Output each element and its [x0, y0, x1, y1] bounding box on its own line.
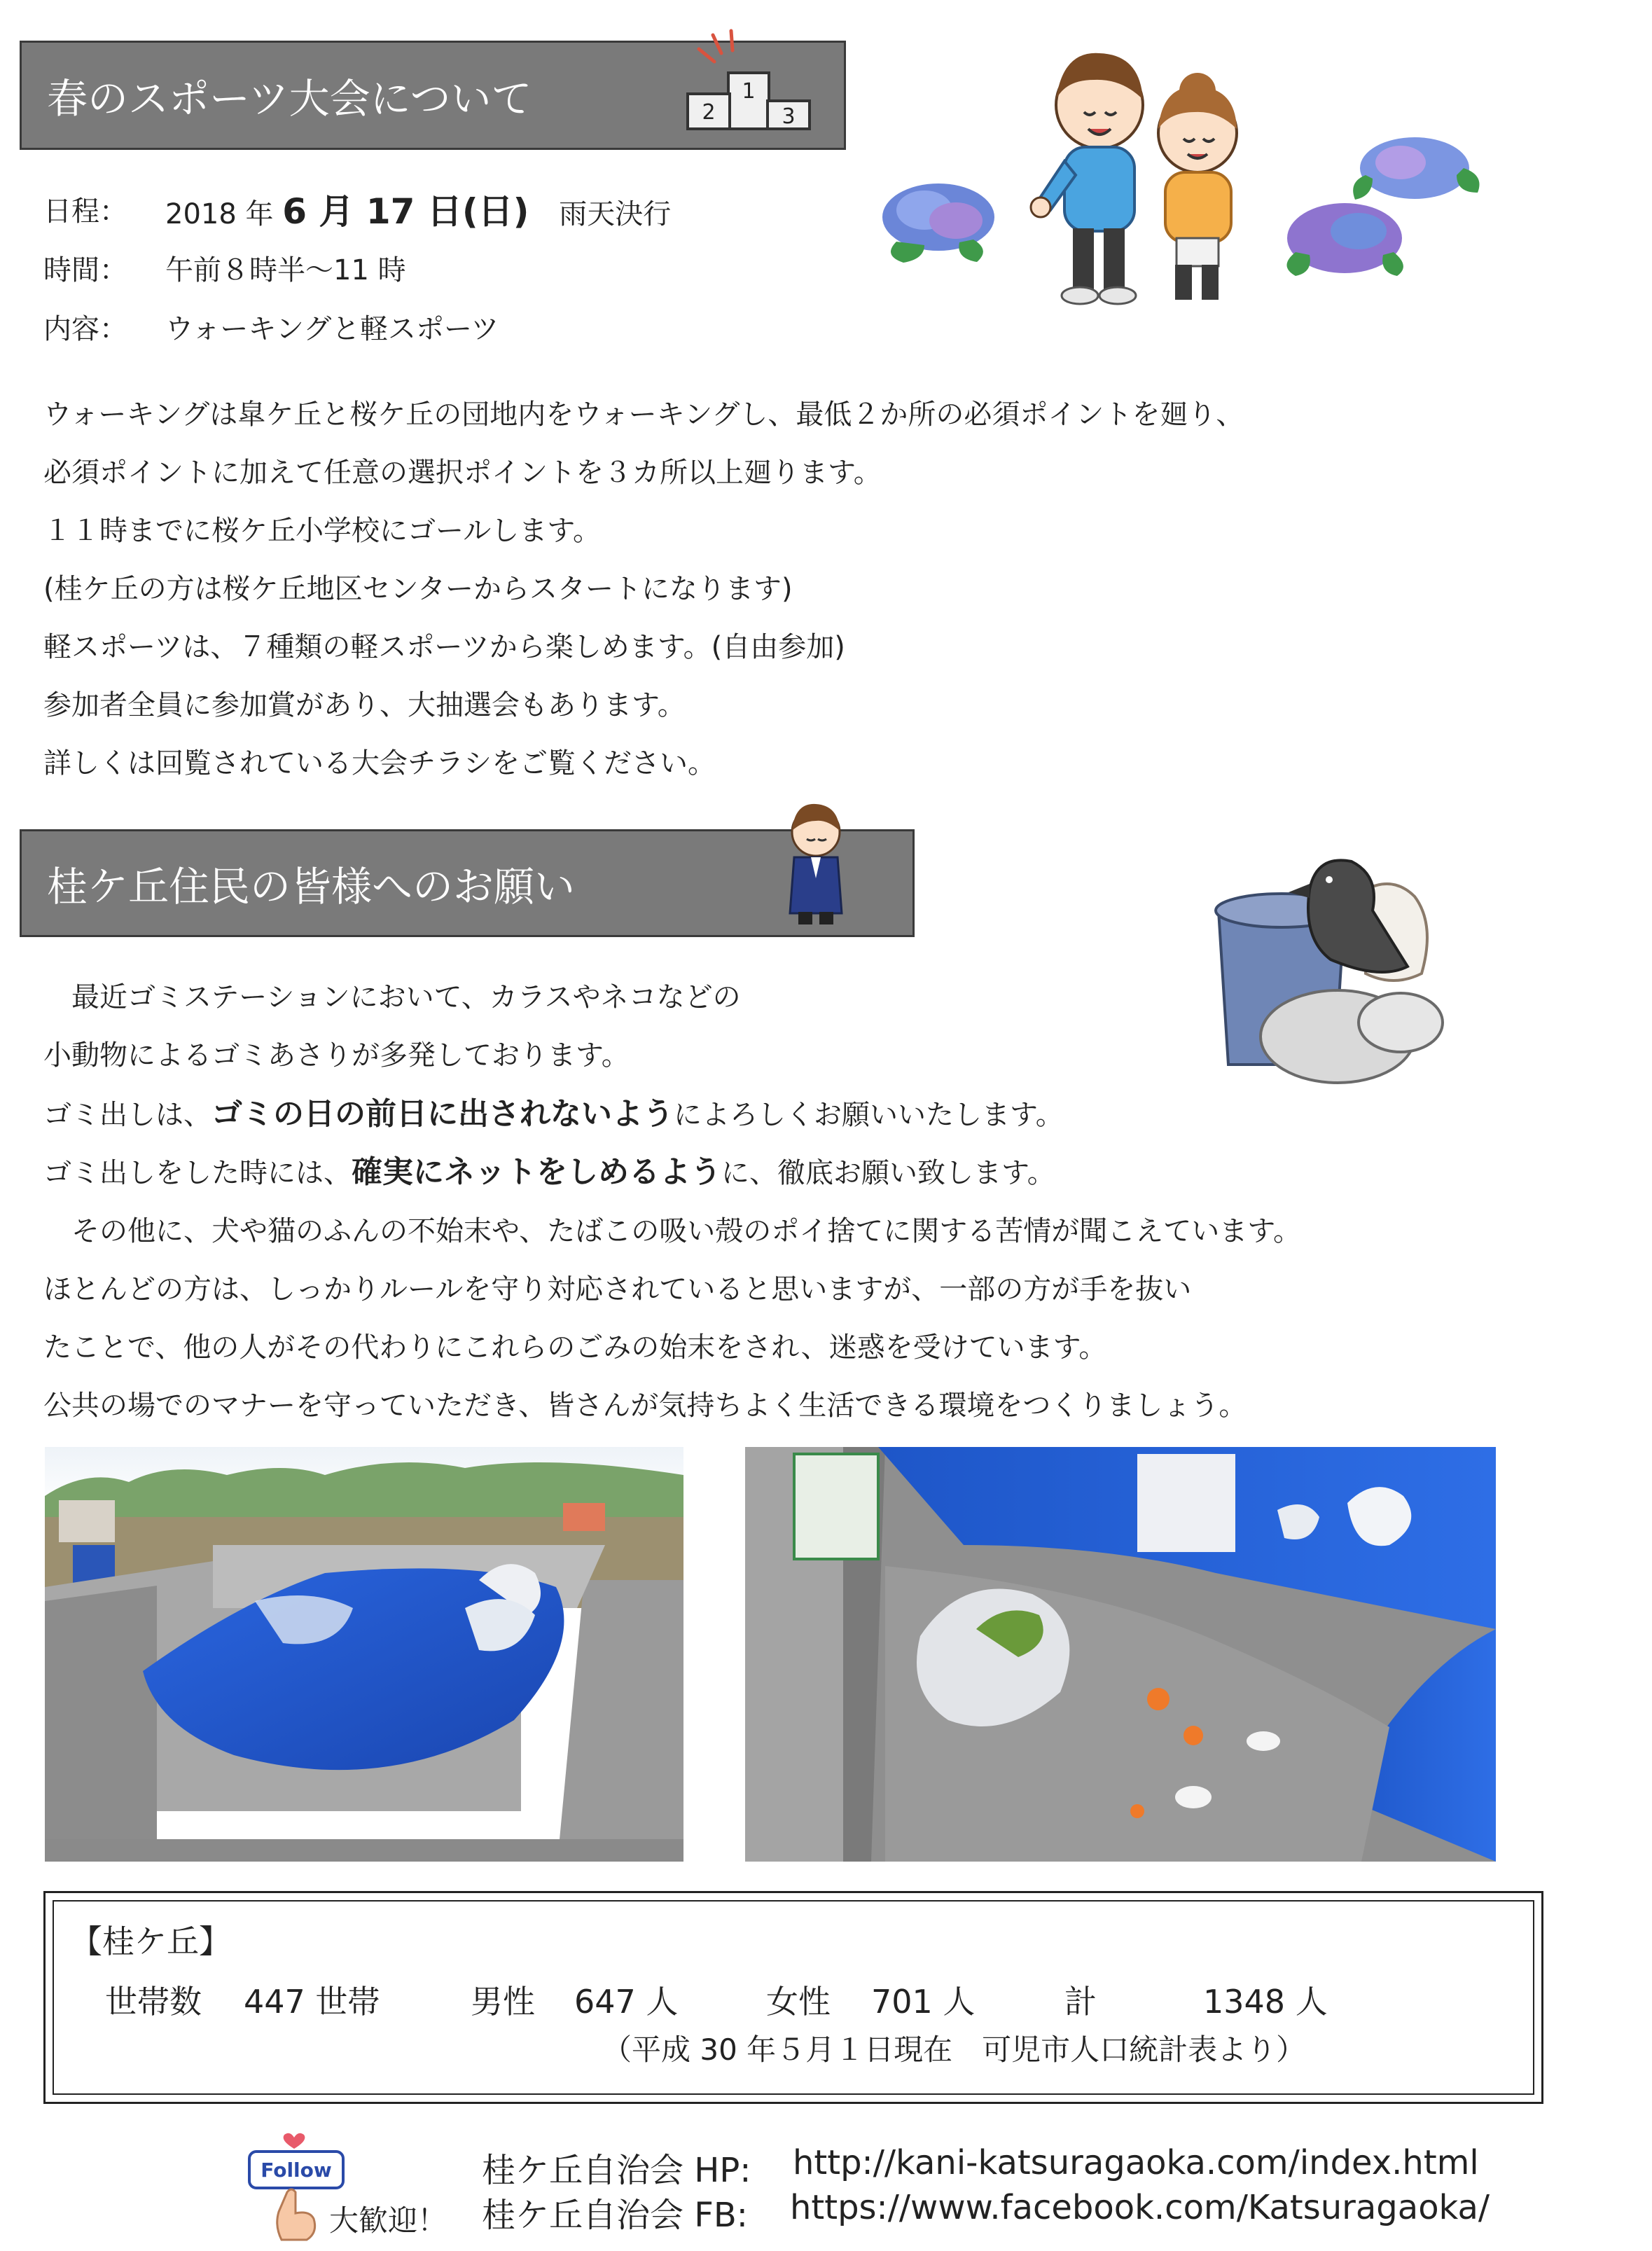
schedule-time-label: 時間： [43, 254, 127, 286]
podium-icon [679, 21, 819, 140]
hp-url-link[interactable]: http://kani-katsuragaoka.com/index.html [793, 2143, 1479, 2182]
stats-heading: 【桂ケ丘】 [70, 1923, 231, 1960]
hydrangea-left [882, 183, 994, 263]
schedule-content-value: ウォーキングと軽スポーツ [165, 313, 499, 345]
man-figure [1031, 53, 1143, 304]
fb-url-link[interactable]: https://www.facebook.com/Katsuragaoka/ [790, 2188, 1490, 2227]
stats-male-label: 男性 [471, 1983, 535, 2021]
request-line-3-pre: ゴミ出しは、 [43, 1099, 211, 1131]
podium-second: 2 [702, 100, 716, 125]
sports-paragraph-5: 軽スポーツは、７種類の軽スポーツから楽しめます。(自由参加) [43, 631, 845, 663]
sports-paragraph-3: １１時までに桜ケ丘小学校にゴールします。 [43, 515, 601, 547]
woman-figure [1158, 73, 1237, 300]
sports-paragraph-4: (桂ケ丘の方は桜ケ丘地区センターからスタートになります) [43, 573, 793, 605]
sports-section-title: 春のスポーツ大会について [47, 75, 532, 123]
request-line-4-bold: 確実にネットをしめるよう [352, 1154, 721, 1190]
request-line-4 [43, 1147, 1055, 1191]
hp-label: 桂ケ丘自治会 HP: [482, 2151, 751, 2190]
schedule-date-label: 日程： [43, 195, 127, 228]
request-line-3 [43, 1088, 1064, 1133]
fb-label: 桂ケ丘自治会 FB: [482, 2196, 748, 2235]
schedule-weather-note: 雨天決行 [559, 198, 672, 230]
request-line-3-bold: ゴミの日の前日に出されないよう [211, 1096, 674, 1132]
podium-first: 1 [742, 79, 756, 104]
schedule-date: 6 月 17 日(日) [282, 191, 529, 232]
sports-paragraph-1: ウォーキングは皐ケ丘と桜ケ丘の団地内をウォーキングし、最低２か所の必須ポイントを廻り、 [43, 399, 1244, 431]
stats-male-value: 647 人 [574, 1983, 679, 2021]
schedule-year: 2018 年 [165, 198, 274, 230]
crow-on-trash-illustration [1205, 847, 1478, 1100]
request-line-4-post: に、徹底お願い致します。 [721, 1157, 1055, 1189]
request-section-title: 桂ケ丘住民の皆様へのお願い [47, 863, 576, 910]
stats-total-label: 計 [1064, 1983, 1097, 2021]
walking-couple-illustration [875, 42, 1506, 322]
hydrangea-right-top [1353, 137, 1479, 200]
request-line-7: たことで、他の人がその代わりにこれらのごみの始末をされ、迷惑を受けています。 [43, 1331, 1107, 1364]
request-line-8: 公共の場でのマナーを守っていただき、皆さんが気持ちよく生活できる環境をつくりましょう。 [43, 1390, 1247, 1422]
sports-paragraph-2: 必須ポイントに加えて任意の選択ポイントを３カ所以上廻ります。 [43, 457, 882, 489]
stats-households-value: 447 世帯 [244, 1983, 380, 2021]
request-line-6: ほとんどの方は、しっかりルールを守り対応されていると思いますが、一部の方が手を抜い [43, 1273, 1192, 1305]
schedule-content-label: 内容： [43, 313, 127, 345]
podium-third: 3 [782, 104, 796, 129]
follow-label: Follow [261, 2159, 332, 2182]
request-line-2: 小動物によるゴミあさりが多発しております。 [43, 1039, 630, 1072]
welcome-text: 大歓迎！ [329, 2203, 447, 2238]
hydrangea-right-bottom [1287, 203, 1403, 276]
schedule-time-value: 午前８時半～11 時 [165, 254, 406, 286]
sports-paragraph-6: 参加者全員に参加賞があり、大抽選会もあります。 [43, 689, 686, 721]
schedule-date-value [165, 183, 671, 234]
bowing-person-icon [777, 803, 854, 929]
stats-female-value: 701 人 [871, 1983, 976, 2021]
garbage-station-photo-right [745, 1447, 1496, 1862]
stats-households-label: 世帯数 [105, 1983, 202, 2021]
stats-total-value: 1348 人 [1203, 1983, 1328, 2021]
request-line-3-post: によろしくお願いいたします。 [674, 1099, 1064, 1131]
request-line-4-pre: ゴミ出しをした時には、 [43, 1157, 352, 1189]
sports-paragraph-7: 詳しくは回覧されている大会チラシをご覧ください。 [43, 747, 716, 780]
garbage-station-photo-left [45, 1447, 683, 1862]
stats-source-note: （平成 30 年５月１日現在 可児市人口統計表より） [602, 2032, 1306, 2067]
stats-female-label: 女性 [766, 1983, 831, 2021]
request-line-1: 最近ゴミステーションにおいて、カラスやネコなどの [43, 981, 741, 1013]
request-line-5: その他に、犬や猫のふんの不始末や、たばこの吸い殻のポイ捨てに関する苦情が聞こえています。 [43, 1215, 1301, 1247]
